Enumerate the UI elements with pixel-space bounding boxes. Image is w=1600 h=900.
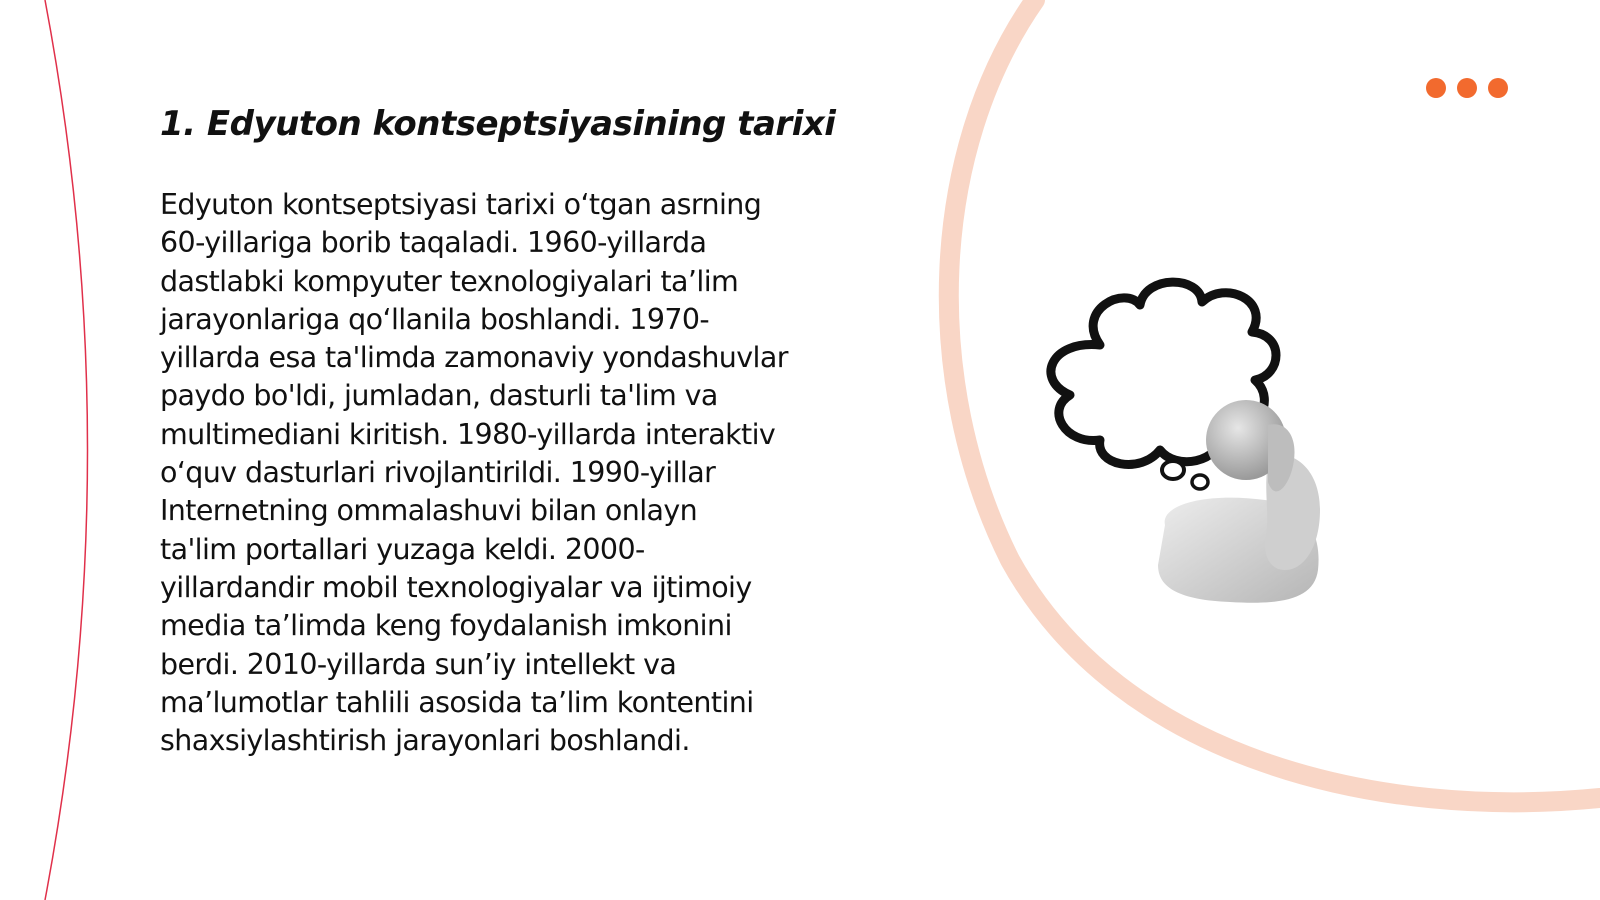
menu-dots [1426,78,1508,98]
body-line: paydo bo'ldi, jumladan, dasturli ta'lim va [160,379,718,413]
body-line: shaxsiylashtirish jarayonlari boshlandi. [160,724,690,758]
thinking-person-icon [1030,270,1350,620]
dot-icon [1488,78,1508,98]
body-line: yillarda esa ta'limda zamonaviy yondashuvlar [160,341,788,375]
body-line: o‘quv dasturlari rivojlantirildi. 1990-yillar [160,456,716,490]
body-line: jarayonlariga qo‘llanila boshlandi. 1970- [160,302,710,336]
body-line: berdi. 2010-yillarda sun’iy intellekt va [160,647,677,681]
body-line: media ta’limda keng foydalanish imkonini [160,609,732,643]
dot-icon [1457,78,1477,98]
body-line: ta'lim portallari yuzaga keldi. 2000- [160,532,645,566]
body-line: dastlabki kompyuter texnologiyalari ta’lim [160,264,739,298]
body-line: Internetning ommalashuvi bilan onlayn [160,494,698,528]
body-line: 60-yillariga borib taqaladi. 1960-yillarda [160,226,707,260]
body-line: Edyuton kontseptsiyasi tarixi o‘tgan asrning [160,188,762,221]
left-accent-line [45,0,88,900]
body-line: ma’lumotlar tahlili asosida ta’lim kontentini [160,685,754,719]
slide-title: 1. Edyuton kontseptsiyasining tarixi [160,104,836,144]
body-line: multimediani kiritish. 1980-yillarda interaktiv [160,417,776,451]
body-line: yillardandir mobil texnologiyalar va ijtimoiy [160,570,752,604]
body-paragraph [160,186,850,760]
dot-icon [1426,78,1446,98]
